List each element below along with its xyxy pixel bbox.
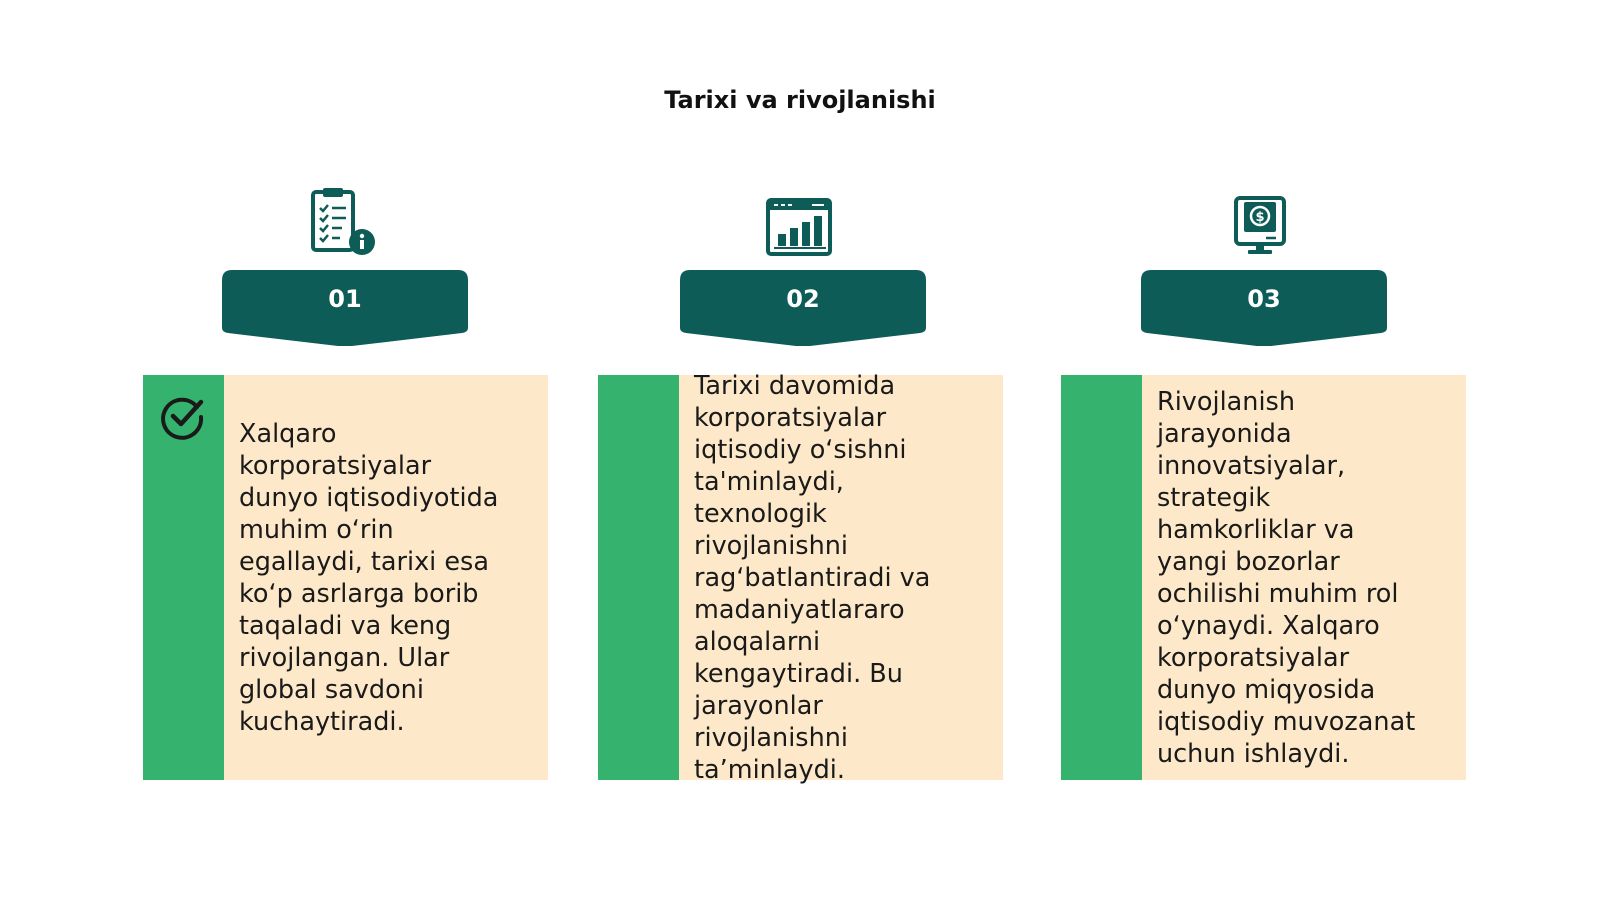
clipboard-checklist-info-icon: [309, 186, 381, 258]
step-card-3: [1061, 375, 1466, 780]
check-circle-icon: [159, 393, 207, 441]
step-card-1: [143, 375, 548, 780]
slide-title: Tarixi va rivojlanishi: [664, 86, 936, 114]
card-accent-bar: [1061, 375, 1142, 780]
dollar-monitor-icon: [1226, 190, 1298, 262]
step-badge-3: [1141, 270, 1387, 346]
step-number: 02: [786, 285, 820, 313]
step-description: Tarixi davomida korporatsiyalar iqtisodiy oʻsishni ta'minlaydi, texnologik rivojlanishni ragʻbatlantiradi va madaniyatlararo aloqalarni kengaytiradi. Bu jarayonlar rivojlanishni ta’minlaydi.: [694, 370, 931, 785]
step-description: Xalqaro korporatsiyalar dunyo iqtisodiyotida muhim oʻrin egallaydi, tarixi esa koʻp asrlarga borib taqaladi va keng rivojlangan. Ular global savdoni kuchaytiradi.: [239, 418, 499, 737]
step-badge-2: [680, 270, 926, 346]
step-card-2: [598, 370, 1003, 785]
card-accent-bar: [598, 375, 679, 780]
step-number: 01: [328, 285, 362, 313]
step-description: Rivojlanish jarayonida innovatsiyalar, strategik hamkorliklar va yangi bozorlar ochilishi muhim rol oʻynaydi. Xalqaro korporatsiyalar dunyo miqyosida iqtisodiy muvozanat uchun ishlaydi.: [1157, 386, 1416, 769]
step-number: 03: [1247, 285, 1281, 313]
step-badge-1: [222, 270, 468, 346]
svg-text:$: $: [1255, 210, 1265, 225]
browser-bar-chart-icon: [764, 190, 836, 262]
